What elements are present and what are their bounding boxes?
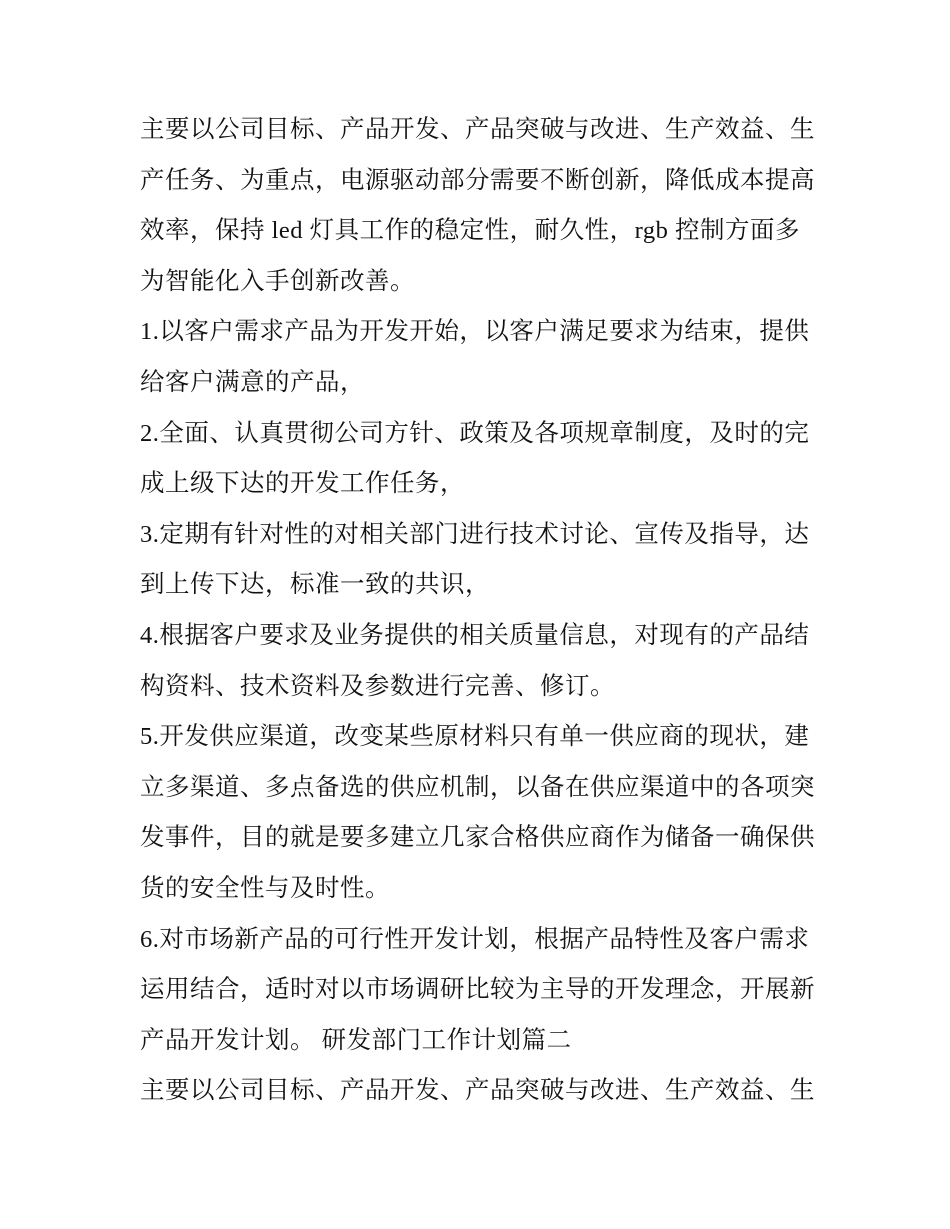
text-line: 为智能化入手创新改善。 [140,267,415,295]
paragraph-item-1 [140,307,820,408]
text-line: 主要以公司目标、产品开发、产品突破与改进、生产效益、生 [140,116,815,143]
text-line: 货的安全性与及时性。 [140,874,390,902]
text-line: 发事件，目的就是要多建立几家合格供应商作为储备一确保供 [140,824,815,852]
text-line: 立多渠道、多点备选的供应机制，以备在供应渠道中的各项突 [140,773,815,801]
text-line: 到上传下达，标准一致的共识， [140,571,490,599]
text-line: 6.对市场新产品的可行性开发计划，根据产品特性及客户需求 [140,925,810,953]
text-line: 3.定期有针对性的对相关部门进行技术讨论、宣传及指导，达 [140,520,810,548]
text-line: 2.全面、认真贯彻公司方针、政策及各项规章制度，及时的完 [140,419,810,447]
paragraph-item-2 [140,409,820,510]
paragraph-item-6 [140,915,820,1067]
text-line: 主要以公司目标、产品开发、产品突破与改进、生产效益、生 [140,1077,815,1105]
text-line: 成上级下达的开发工作任务， [140,470,465,498]
paragraph-item-5 [140,712,820,914]
text-line: 运用结合，适时对以市场调研比较为主导的开发理念，开展新 [140,976,815,1004]
text-line: 产任务、为重点，电源驱动部分需要不断创新，降低成本提高 [140,166,815,194]
document-body [140,105,820,1117]
text-line: 构资料、技术资料及参数进行完善、修订。 [140,672,615,700]
text-line: 给客户满意的产品， [140,368,365,396]
text-line: 5.开发供应渠道，改变某些原材料只有单一供应商的现状，建 [140,723,810,751]
paragraph-section-two [140,1066,820,1117]
text-line: 4.根据客户要求及业务提供的相关质量信息，对现有的产品结 [140,621,810,649]
paragraph-item-4 [140,611,820,712]
text-line: 效率，保持 led 灯具工作的稳定性，耐久性，rgb 控制方面多 [140,217,801,245]
paragraph-intro [140,105,820,307]
text-line: 产品开发计划。 研发部门工作计划篇二 [140,1026,572,1054]
paragraph-item-3 [140,510,820,611]
text-line: 1.以客户需求产品为开发开始，以客户满足要求为结束，提供 [140,318,810,346]
